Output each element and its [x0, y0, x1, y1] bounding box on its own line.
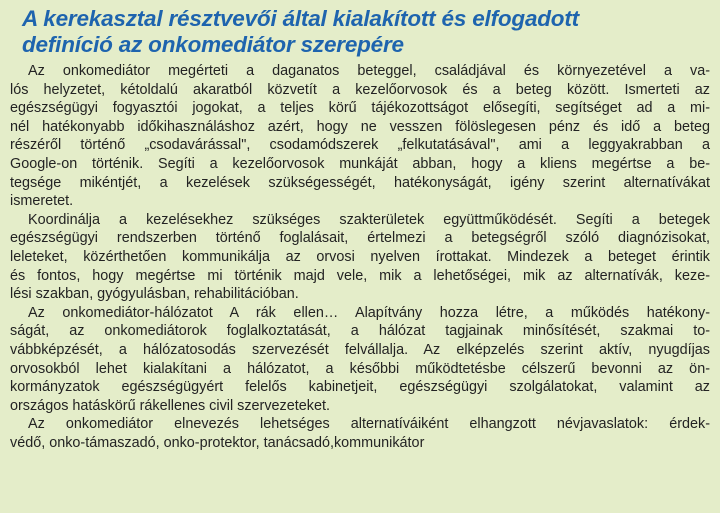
text-line: lési szakban, gyógyulásban, rehabilitációban.	[10, 286, 299, 303]
text-line: Koordinálja a kezelésekhez szükséges szakterületek együttműködését. Segíti a betegek	[28, 211, 710, 228]
text-line: vábbképzését, a hálózatosodás szervezését felvállalja. Az elképzelés szerint aktív, nyugdíjas	[10, 341, 710, 358]
text-line: Az onkomediátor-hálózatot A rák ellen… Alapítvány hozza létre, a működés hatékony-	[28, 304, 710, 321]
text-line: ságát, az onkomediátorok foglalkoztatását, a hálózat tagjainak minősítését, szakmai to-	[10, 323, 710, 340]
text-line: ismeretet.	[10, 193, 74, 210]
text-line: és fontos, hogy megértse mi történik majd vele, mik a lehetőségei, mik az alternatívák, keze-	[10, 267, 710, 284]
title-line: definíció az onkomediátor szerepére	[22, 32, 404, 57]
text-line: Az onkomediátor elnevezés lehetséges alternatíváiként elhangzott névjavaslatok: érdek-	[28, 416, 710, 433]
paragraph-coordination	[10, 211, 710, 304]
paragraph-name-alternatives	[10, 415, 710, 452]
article-body	[10, 62, 710, 452]
text-line: tegsége mikéntjét, a kezelések szükségességét, hatékonyságát, igény szerint alternatívákat	[10, 174, 710, 191]
text-line: leleteket, közérthetően kommunikálja az orvosi nyelven írottakat. Mindezek a beteget érintik	[10, 248, 710, 265]
paragraph-network	[10, 304, 710, 416]
text-line: Az onkomediátor megérteti a daganatos beteggel, családjával és környezetével a va-	[28, 63, 710, 79]
text-line: nél hatékonyabb időkihasználáshoz azért, hogy ne vesszen fölöslegesen pénz és idő a beteg	[10, 118, 710, 135]
text-line: lós helyzetet, kétoldalú akaratból közvetít a kezelőorvosok és a beteg között. Ismerteti az	[10, 81, 710, 98]
text-line: egészségügyi rendszerben történő foglalásait, értelmezi a betegségről szóló diagnózisokat,	[10, 230, 710, 247]
title-line: A kerekasztal résztvevői által kialakított és elfogadott	[22, 6, 579, 31]
text-line: Google-on történik. Segíti a kezelőorvosok munkáját abban, hogy a kliens megértse a be-	[10, 155, 710, 172]
text-line: részéről történő „csodavárással", csodamódszerek „felkutatásával", ami a leggyakrabban a	[10, 137, 710, 154]
paragraph-role-description	[10, 62, 710, 211]
text-line: egészségügyi fogyasztói jogokat, a teljes körű tájékozottságot elősegíti, segítséget ad a mi-	[10, 100, 710, 117]
text-line: kormányzatok egészségügyért felelős kabinetjeit, egészségügyi szolgálatokat, valamint az	[10, 379, 710, 396]
text-line: védő, onko-támaszadó, onko-protektor, tanácsadó,kommunikátor	[10, 434, 425, 451]
text-line: orvosokból lehet kialakítani a hálózatot, a későbbi működtetésbe célszerű bevonni az ön-	[10, 360, 710, 377]
page-title	[10, 6, 710, 58]
text-line: országos hatáskörű rákellenes civil szervezeteket.	[10, 397, 330, 414]
